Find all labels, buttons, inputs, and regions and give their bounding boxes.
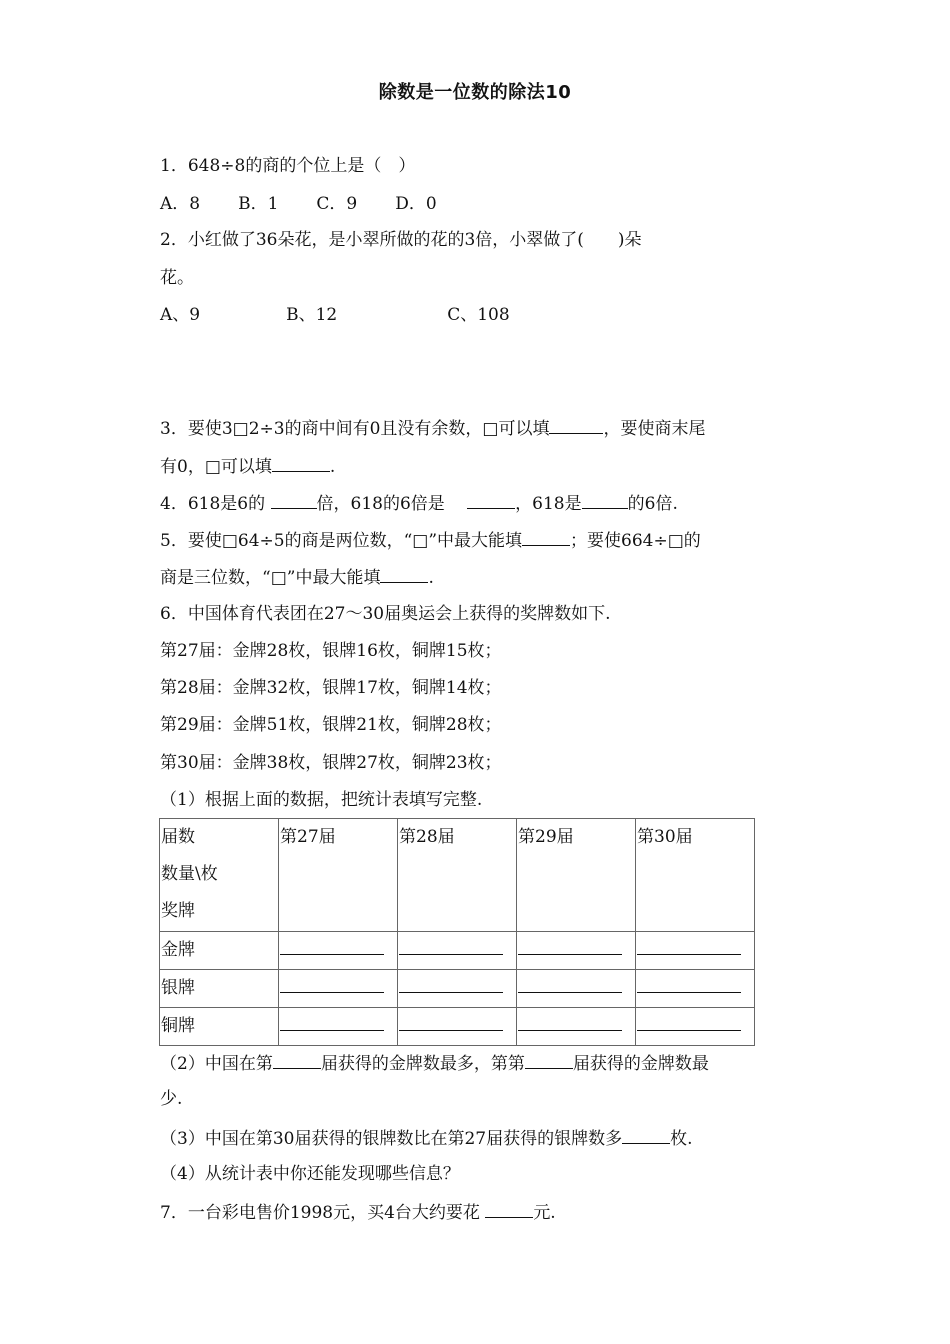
q6-sub3-part2: 枚. <box>670 1129 693 1149</box>
column-header: 第30届 <box>636 819 755 932</box>
column-header: 第29届 <box>517 819 636 932</box>
q4-line <box>160 490 678 516</box>
q6-record-29: 第29届：金牌51枚，银牌21枚，铜牌28枚； <box>160 715 502 735</box>
q3-line1 <box>160 415 705 441</box>
q6-sub2-part1: （2）中国在第 <box>160 1054 273 1074</box>
q5-part1: 5．要使□64÷5的商是两位数，“□”中最大能填 <box>160 531 523 551</box>
answer-cell[interactable] <box>636 932 755 970</box>
q6-sub2-line1 <box>160 1050 709 1076</box>
table-row-bronze <box>160 1008 755 1046</box>
q4-blank-2[interactable] <box>467 490 515 509</box>
column-header: 第27届 <box>279 819 398 932</box>
q4-part1: 4．618是6的 <box>160 494 266 514</box>
q6-sub3-part1: （3）中国在第30届获得的银牌数比在第27届获得的银牌数多 <box>160 1129 623 1149</box>
q7-part1: 7．一台彩电售价1998元，买4台大约要花 <box>160 1203 480 1223</box>
answer-cell[interactable] <box>398 970 517 1008</box>
corner-label-medal: 奖牌 <box>161 901 195 921</box>
q6-sub4: （4）从统计表中你还能发现哪些信息？ <box>160 1164 460 1184</box>
q1-option-a: A．8 <box>160 194 201 214</box>
row-header: 银牌 <box>160 970 279 1008</box>
q3-part2: ，要使商末尾 <box>603 419 706 439</box>
answer-cell[interactable] <box>517 970 636 1008</box>
page-title: 除数是一位数的除法10 <box>378 82 572 103</box>
q3-part3: 有0，□可以填 <box>160 457 272 477</box>
q4-part4: 的6倍. <box>627 494 678 514</box>
answer-cell[interactable] <box>517 1008 636 1046</box>
q4-blank-3[interactable] <box>582 490 628 509</box>
answer-cell[interactable] <box>636 970 755 1008</box>
q3-part4: . <box>329 457 336 477</box>
table-header-row <box>160 819 755 932</box>
q6-record-27: 第27届：金牌28枚，银牌16枚，铜牌15枚； <box>160 641 502 661</box>
q1-stem: 1．648÷8的商的个位上是（ ） <box>160 156 416 176</box>
corner-label-quantity: 数量\枚 <box>161 864 218 884</box>
q2-stem-line2: 花。 <box>160 268 194 288</box>
q5-part4: . <box>428 568 434 588</box>
table-corner-cell <box>160 819 279 932</box>
q2-options <box>160 303 510 327</box>
answer-cell[interactable] <box>279 1008 398 1046</box>
q2-option-b: B、12 <box>286 305 338 325</box>
answer-cell[interactable] <box>398 932 517 970</box>
q5-line2 <box>160 564 434 590</box>
answer-cell[interactable] <box>279 932 398 970</box>
q6-sub2-blank-2[interactable] <box>525 1050 573 1069</box>
corner-label-session: 届数 <box>161 827 195 847</box>
q3-part1: 3．要使3□2÷3的商中间有0且没有余数，□可以填 <box>160 419 550 439</box>
q7-line <box>160 1199 556 1225</box>
q6-sub3-blank[interactable] <box>622 1125 670 1144</box>
answer-cell[interactable] <box>398 1008 517 1046</box>
q7-part2: 元. <box>533 1203 556 1223</box>
q6-intro: 6．中国体育代表团在27～30届奥运会上获得的奖牌数如下. <box>160 604 611 624</box>
q6-record-30: 第30届：金牌38枚，银牌27枚，铜牌23枚； <box>160 753 502 773</box>
q6-sub2-part3: 届获得的金牌数最 <box>572 1054 709 1074</box>
q6-sub3 <box>160 1125 693 1151</box>
q4-part3: ，618是 <box>515 494 582 514</box>
q2-stem-line1: 2．小红做了36朵花，是小翠所做的花的3倍，小翠做了( )朵 <box>160 230 642 250</box>
answer-cell[interactable] <box>279 970 398 1008</box>
q4-part2: 倍，618的6倍是 <box>316 494 445 514</box>
answer-cell[interactable] <box>636 1008 755 1046</box>
row-header: 金牌 <box>160 932 279 970</box>
q1-option-b: B．1 <box>238 194 279 214</box>
q6-record-28: 第28届：金牌32枚，银牌17枚，铜牌14枚； <box>160 678 502 698</box>
q6-sub2-part2: 届获得的金牌数最多，第第 <box>320 1054 525 1074</box>
q6-sub2-blank-1[interactable] <box>273 1050 321 1069</box>
q1-options <box>160 192 437 216</box>
q3-blank-1[interactable] <box>549 415 603 434</box>
q3-blank-2[interactable] <box>272 453 330 472</box>
q3-line2 <box>160 453 335 479</box>
q5-part3: 商是三位数，“□”中最大能填 <box>160 568 381 588</box>
q5-line1 <box>160 527 701 553</box>
row-header: 铜牌 <box>160 1008 279 1046</box>
q5-part2: ；要使664÷□的 <box>570 531 701 551</box>
q6-sub1: （1）根据上面的数据，把统计表填写完整. <box>160 790 483 810</box>
q5-blank-2[interactable] <box>380 564 428 583</box>
medal-stats-table <box>159 818 755 1046</box>
q2-option-c: C、108 <box>447 305 510 325</box>
q1-option-d: D．0 <box>395 194 437 214</box>
q4-blank-1[interactable] <box>271 490 317 509</box>
q1-option-c: C．9 <box>316 194 358 214</box>
q2-option-a: A、9 <box>160 305 201 325</box>
answer-cell[interactable] <box>517 932 636 970</box>
q5-blank-1[interactable] <box>522 527 570 546</box>
q6-sub2-line2: 少. <box>160 1089 183 1109</box>
column-header: 第28届 <box>398 819 517 932</box>
q7-blank[interactable] <box>485 1199 533 1218</box>
